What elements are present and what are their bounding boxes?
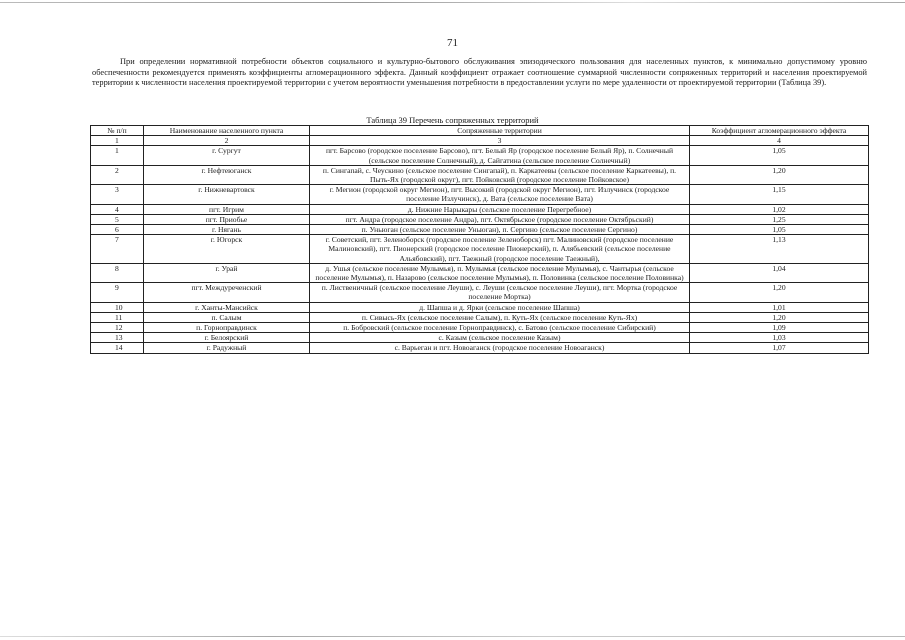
table-row (91, 283, 869, 302)
table-row (91, 225, 869, 235)
header-territories: Сопряженные территории (310, 126, 690, 136)
row-name-cell: г. Белоярский (144, 333, 310, 343)
row-coef-cell: 1,05 (690, 146, 869, 165)
row-coef-cell: 1,04 (690, 263, 869, 282)
row-name-cell: г. Урай (144, 263, 310, 282)
row-territories-cell: п. Сивысь-Ях (сельское поселение Салым), п. Куть-Ях (сельское поселение Куть-Ях) (310, 312, 690, 322)
index-cell: 1 (91, 136, 144, 146)
row-num-cell: 8 (91, 263, 144, 282)
row-num-cell: 10 (91, 302, 144, 312)
row-num-cell: 6 (91, 225, 144, 235)
row-coef-cell: 1,05 (690, 225, 869, 235)
row-num-cell: 1 (91, 146, 144, 165)
row-num-cell: 12 (91, 323, 144, 333)
row-num-cell: 5 (91, 214, 144, 224)
table-row (91, 204, 869, 214)
index-cell: 2 (144, 136, 310, 146)
row-territories-cell: п. Лиственичный (сельское поселение Леуши), с. Леуши (сельское поселение Леуши), пгт. Мортка (городское поселение Мортка) (310, 283, 690, 302)
header-name: Наименование населенного пункта (144, 126, 310, 136)
row-coef-cell: 1,20 (690, 283, 869, 302)
row-num-cell: 13 (91, 333, 144, 343)
row-name-cell: пгт. Междуреченский (144, 283, 310, 302)
table-row (91, 302, 869, 312)
table-row (91, 263, 869, 282)
row-name-cell: г. Нижневартовск (144, 185, 310, 204)
row-territories-cell: п. Бобровский (сельское поселение Горноправдинск), с. Батово (сельское поселение Сибирский) (310, 323, 690, 333)
scan-edge-bottom (0, 636, 905, 637)
table-row (91, 312, 869, 322)
row-num-cell: 3 (91, 185, 144, 204)
row-name-cell: пгт. Приобье (144, 214, 310, 224)
row-territories-cell: с. Варьеган и пгт. Новоаганск (городское поселение Новоаганск) (310, 343, 690, 353)
row-coef-cell: 1,13 (690, 235, 869, 264)
row-territories-cell: д. Нижние Нарыкары (сельское поселение Перегребное) (310, 204, 690, 214)
row-territories-cell: с. Казым (сельское поселение Казым) (310, 333, 690, 343)
row-coef-cell: 1,03 (690, 333, 869, 343)
row-name-cell: пгт. Игрим (144, 204, 310, 214)
row-num-cell: 7 (91, 235, 144, 264)
table-row (91, 185, 869, 204)
row-name-cell: г. Нягань (144, 225, 310, 235)
row-territories-cell: п. Сингапай, с. Чеускино (сельское поселение Сингапай), п. Каркатеевы (сельское поселение Каркатеевы), п. Пыть-Ях (городской округ), пгт. Пойковский (городское поселение Пойковское) (310, 165, 690, 184)
row-name-cell: п. Горноправдинск (144, 323, 310, 333)
table-row (91, 343, 869, 353)
row-coef-cell: 1,20 (690, 312, 869, 322)
row-territories-cell: г. Мегион (городской округ Мегион), пгт. Высокий (городской округ Мегион), пгт. Излучинск (городское поселение Излучинск), д. Вата (сельское поселение Вата) (310, 185, 690, 204)
table-caption: Таблица 39 Перечень сопряженных территорий (366, 115, 539, 125)
row-name-cell: г. Сургут (144, 146, 310, 165)
table-row (91, 165, 869, 184)
intro-paragraph: При определении нормативной потребности объектов социального и культурно-бытового обслуживания эпизодического пользования для населенных пунктов, к минимально допустимому уровню обеспеченности рекомендуется применять коэффициенты агломерационного эффекта. Данный коэффициент отражает соотношение суммарной численности сопряженных территорий и населения проектируемой территории к численности населения проектируемой территории с учетом вероятности уменьшения потребности в предоставлении услуги по мере удаленности от проектируемой территории (Таблица 39). (92, 57, 867, 87)
table-row (91, 333, 869, 343)
row-name-cell: г. Радужный (144, 343, 310, 353)
row-coef-cell: 1,20 (690, 165, 869, 184)
row-coef-cell: 1,15 (690, 185, 869, 204)
row-name-cell: г. Ханты-Мансийск (144, 302, 310, 312)
header-num: № п/п (91, 126, 144, 136)
row-num-cell: 11 (91, 312, 144, 322)
row-name-cell: п. Салым (144, 312, 310, 322)
row-territories-cell: д. Шапша и д. Ярки (сельское поселение Шапша) (310, 302, 690, 312)
table-header-row (91, 126, 869, 136)
row-territories-cell: пгт. Барсово (городское поселение Барсово), пгт. Белый Яр (городское поселение Белый Яр), п. Солнечный (сельское поселение Солнечный), д. Сайгатина (сельское поселение Солнечный) (310, 146, 690, 165)
row-territories-cell: г. Советский, пгт. Зеленоборск (городское поселение Зеленоборск) пгт. Малиновский (городское поселение Малиновский), пгт. Пионерский (городское поселение Пионерский), п. Алябьевский (сельское поселение Альябовский), пгт. Таежный (городское поселение Таежный), (310, 235, 690, 264)
territories-table (90, 125, 869, 354)
row-coef-cell: 1,09 (690, 323, 869, 333)
row-num-cell: 2 (91, 165, 144, 184)
page-number: 71 (447, 37, 458, 49)
index-cell: 3 (310, 136, 690, 146)
row-coef-cell: 1,02 (690, 204, 869, 214)
table-row (91, 323, 869, 333)
row-territories-cell: д. Ушья (сельское поселение Мулымья), п. Мулымья (сельское поселение Мулымья), с. Чантырья (сельское поселение Мулымья), п. Назарово (сельское поселение Мулымья), п. Половинка (сельское поселение Половинка) (310, 263, 690, 282)
table-index-row (91, 136, 869, 146)
row-num-cell: 4 (91, 204, 144, 214)
row-territories-cell: пгт. Андра (городское поселение Андра), пгт. Октябрьское (городское поселение Октябрьский) (310, 214, 690, 224)
scan-edge-top (0, 2, 905, 3)
row-num-cell: 14 (91, 343, 144, 353)
row-territories-cell: п. Уньюган (сельское поселение Уньюган), п. Сергино (сельское поселение Сергино) (310, 225, 690, 235)
row-name-cell: г. Нефтеюганск (144, 165, 310, 184)
header-coef: Коэффициент агломерационного эффекта (690, 126, 869, 136)
index-cell: 4 (690, 136, 869, 146)
row-coef-cell: 1,25 (690, 214, 869, 224)
row-name-cell: г. Югорск (144, 235, 310, 264)
row-coef-cell: 1,01 (690, 302, 869, 312)
row-coef-cell: 1,07 (690, 343, 869, 353)
table-row (91, 146, 869, 165)
table-row (91, 214, 869, 224)
table-row (91, 235, 869, 264)
row-num-cell: 9 (91, 283, 144, 302)
